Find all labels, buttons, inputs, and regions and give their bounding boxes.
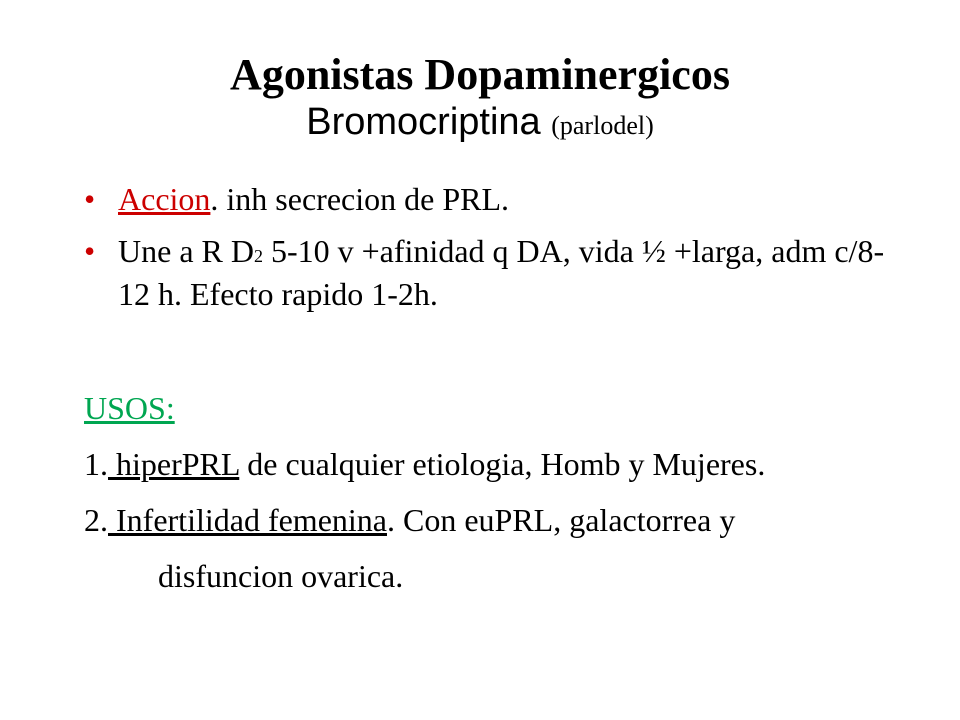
title-subtitle [0,101,960,145]
accion-text: . inh secrecion de PRL. [210,181,509,217]
bullet-dot-icon: • [84,181,96,217]
uso-item-2 [84,502,735,539]
une-text-rest: 5-10 v +afinidad q DA, vida ½ +larga, adm c/8-12 h. Efecto rapido 1-2h. [118,233,885,312]
uso-item-2-text: . Con euPRL, galactorrea y [386,502,736,538]
bullet-item-une [84,232,904,313]
title-sub-drug: Bromocriptina [306,100,541,143]
uso-item-1-underlined: hiperPRL [108,446,240,482]
usos-heading: USOS: [84,390,175,426]
bullet-item-accion [84,180,904,218]
uso-item-2-continuation: disfuncion ovarica. [158,558,404,594]
uso-item-2-number: 2. [84,502,108,538]
title-sub-brand: (parlodel) [551,110,654,140]
slide-title [0,50,960,144]
uso-item-2-underlined: Infertilidad femenina [108,502,387,538]
uso-item-1 [84,446,765,483]
une-subscript: 2 [253,246,263,266]
accion-label: Accion [118,181,211,217]
uso-item-1-text: de cualquier etiologia, Homb y Mujeres. [239,446,766,482]
title-main: Agonistas Dopaminergicos [230,50,730,99]
une-text-pre: Une a R D [118,233,254,269]
bullet-dot-icon: • [84,233,96,269]
bullet-list [84,180,904,327]
uso-item-1-number: 1. [84,446,108,482]
